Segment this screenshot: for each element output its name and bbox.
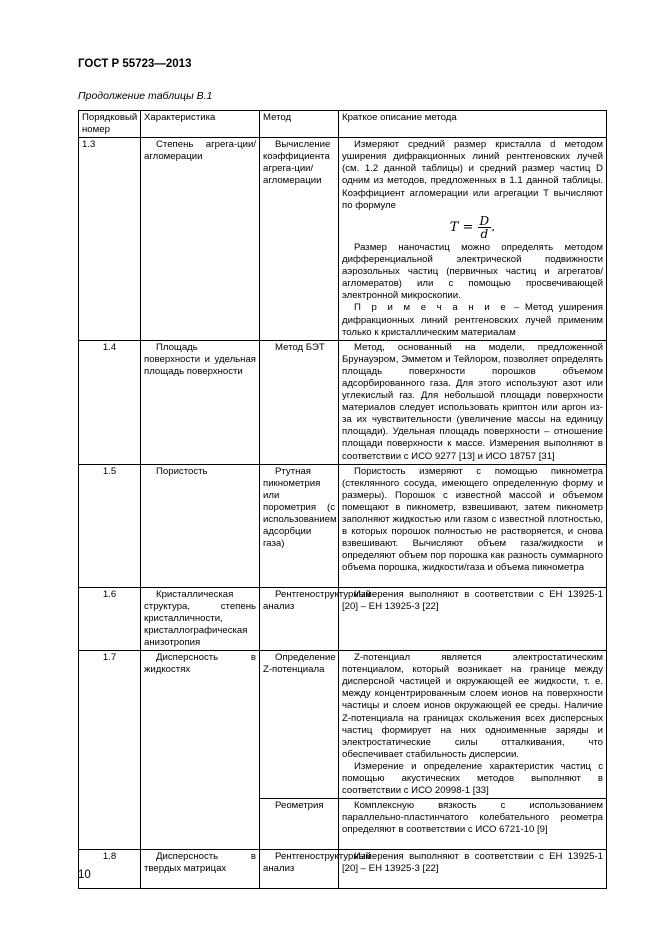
table-row bbox=[79, 138, 607, 341]
row-method: Вычисление коэффициента агрега-ции/агломерации bbox=[260, 138, 339, 341]
row-description: Измерения выполняют в соответствии с ЕН 13925-1 [20] – ЕН 13925-3 [22] bbox=[339, 587, 607, 650]
formula-numerator: D bbox=[479, 213, 490, 228]
row-number: 1.6 bbox=[79, 587, 141, 650]
column-header-description: Краткое описание метода bbox=[339, 111, 607, 138]
row-characteristic: Дисперсность в жидкостях bbox=[141, 651, 260, 850]
description-paragraph: Измеряют средний размер кристалла d методом уширения дифракционных линий рентгеновских лучей (см. 1.2 данной таблицы) и средний размер частиц D одним из методов, предложенных в 1.1 данной таблицы. Коэффициент агломерации или агрегации T вычисляют по формуле bbox=[342, 139, 603, 211]
column-header-method: Метод bbox=[260, 111, 339, 138]
note-paragraph bbox=[342, 302, 603, 338]
row-description: Пористость измеряют с помощью пикнометра (стеклянного сосуда, имеющего определенную форму и размеры). Порошок с известной массой и объемом помещают в пикнометр, взвешивают, затем пикнометр заполняют жидкостью или газом с известной плотностью, в которых порошок полностью не растворяется, и снова взвешивают. Вычисляют объем газа/жидкости и определяют объем пор порошка как разность суммарного объема порошка, жидкости/газа и объема пикнометра bbox=[339, 464, 607, 587]
methods-table bbox=[78, 110, 607, 889]
note-label: П р и м е ч а н и е bbox=[354, 302, 509, 314]
description-paragraph: Измерение и определение характеристик частиц с помощью акустических методов выполняют в соответствии с ИСО 20998-1 [33] bbox=[342, 760, 603, 797]
row-description bbox=[339, 651, 607, 799]
table-row bbox=[79, 464, 607, 587]
table-row bbox=[79, 850, 607, 889]
column-header-number: Порядковый номер bbox=[79, 111, 141, 138]
row-number: 1.7 bbox=[79, 651, 141, 850]
row-characteristic: Кристаллическая структура, степень кристалличности, кристаллографическая анизотропия bbox=[141, 587, 260, 650]
row-number: 1.3 bbox=[79, 138, 141, 341]
description-paragraph: Размер наночастиц можно определять методом дифференциальной электрической подвижности аэрозольных частиц (первичных частиц и агрегатов/агломератов) или с помощью просвечивающей электронной микроскопии. bbox=[342, 241, 603, 302]
row-characteristic: Степень агрега-ции/агломерации bbox=[141, 138, 260, 341]
aggregation-formula bbox=[342, 215, 603, 240]
row-method: Определение Z-потенциала bbox=[260, 651, 339, 799]
description-paragraph: Z-потенциал является электростатическим потенциалом, который возникает на границе между дисперсной частицей и окружающей ее жидкости, т. е. между концентрированным слоем ионов на поверхности частицы и слоем ионов окружающей ее среды. Наличие Z-потенциала на границах скольжения всех дисперсных частиц формирует на них одноименные заряды и электростатические силы отталкивания, что обеспечивает стабильность дисперсии. bbox=[342, 652, 603, 760]
formula-lhs: T = bbox=[449, 219, 474, 235]
row-description: Метод, основанный на модели, предложенной Брунауэром, Эмметом и Тейлором, позволяет определять площадь поверхности порошков объемом адсорбированного газа. Для этого используют азот или углекислый газ. Для небольшой площади поверхности материалов следует использовать криптон или аргон из-за их чувствительности (увеличение массы на единицу площади). Удельная площадь поверхности – отношение площади поверхности к массе. Измерения выполняют в соответствии с ИСО 9277 [13] и ИСО 18757 [31] bbox=[339, 340, 607, 464]
formula-period: . bbox=[491, 219, 496, 235]
table-header-row bbox=[79, 111, 607, 138]
table-continuation-caption: Продолжение таблицы В.1 bbox=[78, 90, 213, 102]
row-method: Рентгеноструктурный анализ bbox=[260, 587, 339, 650]
row-number: 1.8 bbox=[79, 850, 141, 889]
row-number: 1.4 bbox=[79, 340, 141, 464]
table-row bbox=[79, 340, 607, 464]
row-description: Измерения выполняют в соответствии с ЕН 13925-1 [20] – ЕН 13925-3 [22] bbox=[339, 850, 607, 889]
column-header-characteristic: Характеристика bbox=[141, 111, 260, 138]
row-method: Ртутная пикнометрия или порометрия (с использованием адсорбции газа) bbox=[260, 464, 339, 587]
table-row bbox=[79, 651, 607, 799]
document-title: ГОСТ Р 55723—2013 bbox=[78, 58, 192, 70]
row-characteristic: Дисперсность в твердых матрицах bbox=[141, 850, 260, 889]
formula-fraction bbox=[478, 215, 492, 240]
row-method: Реометрия bbox=[260, 799, 339, 850]
row-number: 1.5 bbox=[79, 464, 141, 587]
row-characteristic: Пористость bbox=[141, 464, 260, 587]
table-row bbox=[79, 587, 607, 650]
note-text: – Метод уширения дифракционных линий рентгеновских лучей применим только к кристаллическим материалам bbox=[342, 302, 603, 338]
row-description: Комплексную вязкость с использованием параллельно-пластинчатого колебательного реометра определяют в соответствии с ИСО 6721-10 [9] bbox=[339, 799, 607, 850]
row-method: Метод БЭТ bbox=[260, 340, 339, 464]
page-number: 10 bbox=[78, 869, 91, 881]
row-characteristic: Площадь поверхности и удельная площадь поверхности bbox=[141, 340, 260, 464]
row-method: Рентгеноструктурный анализ bbox=[260, 850, 339, 889]
row-description bbox=[339, 138, 607, 341]
formula-denominator: d bbox=[480, 226, 489, 241]
